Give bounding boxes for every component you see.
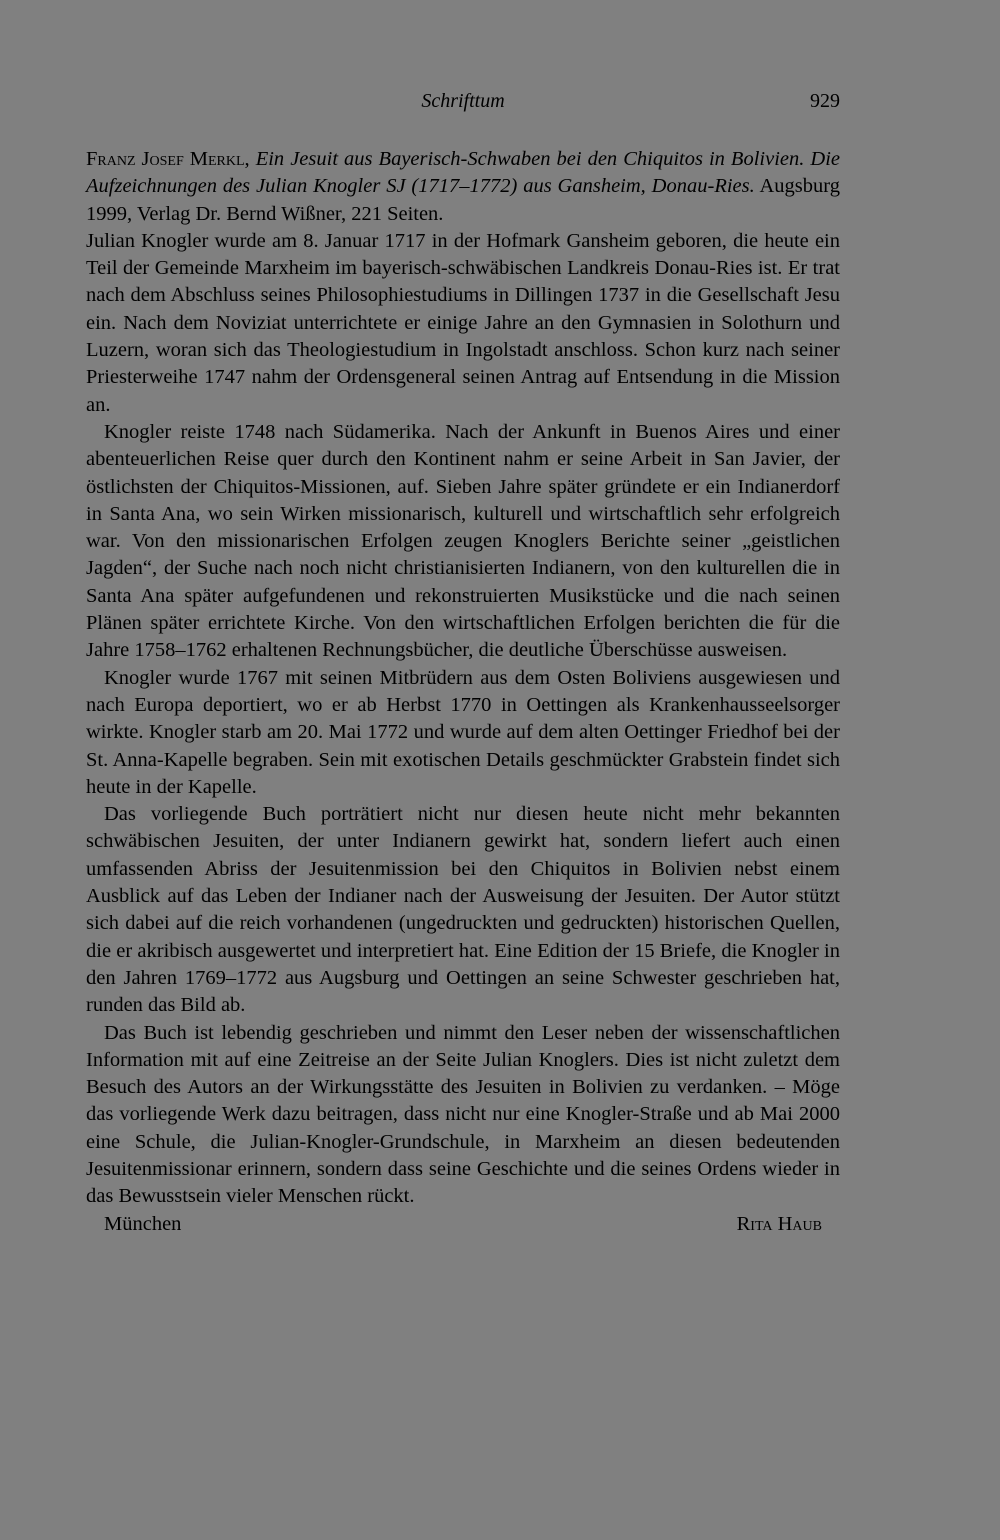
- paragraph: Das Buch ist lebendig geschrieben und nimmt den Leser neben der wissenschaftlichen Information mit auf eine Zeitreise an der Seite Julian Knoglers. Dies ist nicht zuletzt dem Besuch des Autors an der Wirkungsstätte des Jesuiten in Bolivien zu verdanken. – Möge das vorliegende Werk dazu beitragen, dass nicht nur eine Knogler-Straße und ab Mai 2000 eine Schule, die Julian-Knogler-Grundschule, in Marxheim an diesen bedeutenden Jesuitenmissionar erinnern, sondern dass seine Geschichte und die seines Ordens wieder in das Bewusstsein vieler Menschen rückt.: [86, 1021, 840, 1208]
- paragraph: Das vorliegende Buch porträtiert nicht nur diesen heute nicht mehr bekannten schwäbischen Jesuiten, der unter Indianern gewirkt hat, sondern liefert auch einen umfassenden Abriss der Jesuitenmission bei den Chiquitos in Bolivien nebst einem Ausblick auf das Leben der Indianer nach der Ausweisung der Jesuiten. Der Autor stützt sich dabei auf die reich vorhandenen (ungedruckten und gedruckten) historischen Quellen, die er akribisch ausgewertet und interpretiert hat. Eine Edition der 15 Briefe, die Knogler in den Jahren 1769–1772 aus Augsburg und Oettingen an seine Schwester geschrieben hat, runden das Bild ab.: [86, 803, 840, 1017]
- signature-place: München: [104, 1212, 182, 1235]
- page-number: 929: [810, 90, 840, 112]
- signature-author: Rita Haub: [736, 1212, 822, 1235]
- citation-author: Franz Josef Merkl,: [86, 148, 250, 170]
- review-body: [86, 146, 840, 1211]
- citation: [86, 146, 840, 228]
- signature-line: [86, 1211, 840, 1239]
- page: [86, 86, 840, 1239]
- citation-book-title: Ein Jesuit aus Bayerisch-Schwaben bei den Chiquitos in Bolivien. Die Aufzeichnungen des Julian Knogler SJ (1717–1772) aus Gansheim, Donau-Ries.: [86, 148, 840, 198]
- paragraph: Julian Knogler wurde am 8. Januar 1717 in der Hofmark Gansheim geboren, die heute ein Teil der Gemeinde Marxheim im bayerisch-schwäbischen Landkreis Donau-Ries ist. Er trat nach dem Abschluss seines Philosophiestudiums in Dillingen 1737 in die Gesellschaft Jesu ein. Nach dem Noviziat unterrichtete er einige Jahre an den Gymnasien in Solothurn und Luzern, woran sich das Theologiestudium in Ingolstadt anschloss. Schon kurz nach seiner Priesterweihe 1747 nahm der Ordensgeneral seinen Antrag auf Entsendung in die Mission an.: [86, 229, 840, 416]
- citation-publication: Augsburg 1999, Verlag Dr. Bernd Wißner, 221 Seiten.: [86, 175, 840, 225]
- paragraph: Knogler wurde 1767 mit seinen Mitbrüdern aus dem Osten Boliviens ausgewiesen und nach Europa deportiert, wo er ab Herbst 1770 in Oettingen als Krankenhausseelsorger wirkte. Knogler starb am 20. Mai 1772 und wurde auf dem alten Oettinger Friedhof bei der St. Anna-Kapelle begraben. Sein mit exotischen Details geschmückter Grabstein findet sich heute in der Kapelle.: [86, 666, 840, 798]
- section-title: Schrifttum: [421, 90, 505, 112]
- running-head: [86, 86, 840, 116]
- paragraph: Knogler reiste 1748 nach Südamerika. Nach der Ankunft in Buenos Aires und einer abenteuerlichen Reise quer durch den Kontinent nahm er seine Arbeit in San Javier, der östlichsten der Chiquitos-Missionen, auf. Sieben Jahre später gründete er ein Indianerdorf in Santa Ana, wo sein Wirken missionarisch, kulturell und wirtschaftlich sehr erfolgreich war. Von den missionarischen Erfolgen zeugen Knoglers Berichte seiner „geistlichen Jagden“, der Suche nach noch nicht christianisierten Indianern, von den kulturellen die in Santa Ana später aufgefundenen und rekonstruierten Musikstücke und die nach seinen Plänen später errichtete Kirche. Von den wirtschaftlichen Erfolgen berichten die für die Jahre 1758–1762 erhaltenen Rechnungsbücher, die deutliche Überschüsse ausweisen.: [86, 420, 840, 662]
